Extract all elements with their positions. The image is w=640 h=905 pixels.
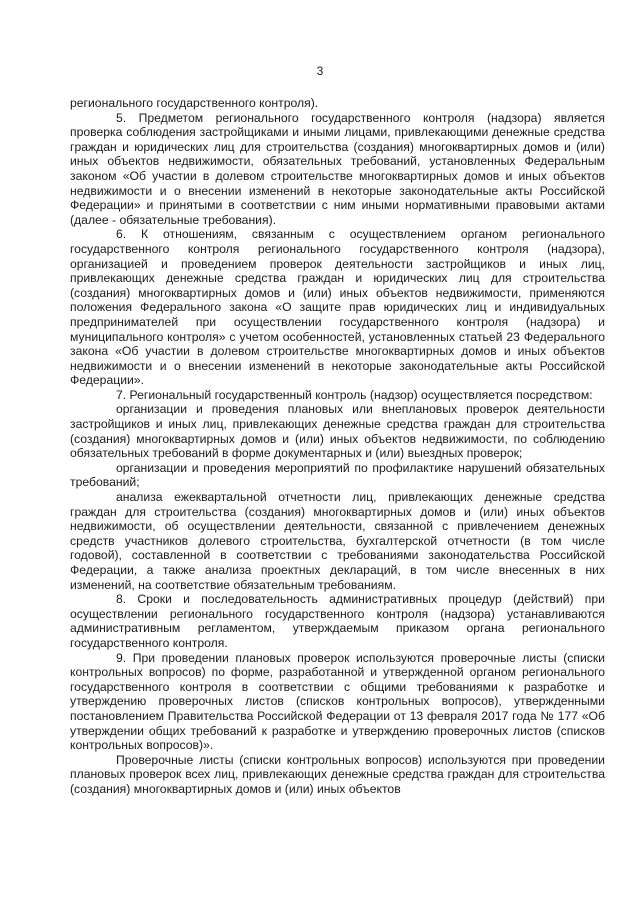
- paragraph-9-checklists: Проверочные листы (списки контрольных вопросов) используются при проведении плановых проверок всех лиц, привлекающих денежные средства граждан для строительства (создания) многоквартирных домов и (или) иных объектов: [70, 752, 605, 796]
- paragraph-7-item-1: организации и проведения плановых или внеплановых проверок деятельности застройщиков и иных лиц, привлекающих денежные средства граждан для строительства (создания) многоквартирных домов и (или) иных объектов недвижимости, по соблюдению обязательных требований в форме документарных и (или) выездных проверок;: [70, 402, 605, 461]
- page-number: 3: [316, 64, 324, 78]
- paragraph-7-item-2: организации и проведения мероприятий по профилактике нарушений обязательных требований;: [70, 460, 605, 490]
- paragraph-7: 7. Региональный государственный контроль (надзор) осуществляется посредством:: [116, 387, 593, 402]
- document-body: [70, 96, 605, 797]
- paragraph-5: 5. Предметом регионального государственного контроля (надзора) является проверка соблюдения застройщиками и иными лицами, привлекающими денежные средства граждан и юридических лиц для строительства (создания) многоквартирных домов и (или) иных объектов недвижимости, обязательных требований, установленных Федеральным законом «Об участии в долевом строительстве многоквартирных домов и иных объектов недвижимости и о внесении изменений в некоторые законодательные акты Российской Федерации» и принятыми в соответствии с ним иными нормативными правовыми актами (далее - обязательные требования).: [70, 110, 605, 227]
- paragraph-continuation: регионального государственного контроля).: [70, 96, 319, 110]
- paragraph-7-item-3: анализа ежеквартальной отчетности лиц, привлекающих денежные средства граждан для строительства (создания) многоквартирных домов и (или) иных объектов недвижимости, об осуществлении деятельности, связанной с привлечением денежных средств участников долевого строительства, бухгалтерской отчетности (в том числе годовой), составленной в соответствии с требованиями законодательства Российской Федерации, а также анализа проектных деклараций, в том числе внесенных в них изменений, на соответствие обязательным требованиям.: [70, 490, 605, 592]
- paragraph-6: 6. К отношениям, связанным с осуществлением органом регионального государственного контроля регионального государственного контроля (надзора), организацией и проведением проверок деятельности застройщиков и иных лиц, привлекающих денежные средства граждан и юридических лиц для строительства (создания) многоквартирных домов и (или) иных объектов недвижимости, применяются положения Федерального закона «О защите прав юридических лиц и индивидуальных предпринимателей при осуществлении государственного контроля (надзора) и муниципального контроля» с учетом особенностей, установленных статьей 23 Федерального закона «Об участии в долевом строительстве многоквартирных домов и иных объектов недвижимости и о внесении изменений в некоторые законодательные акты Российской Федерации».: [70, 227, 605, 388]
- paragraph-8: 8. Сроки и последовательность административных процедур (действий) при осуществлении регионального государственного контроля (надзора) устанавливаются административным регламентом, утверждаемым приказом органа регионального государственного контроля.: [70, 592, 605, 650]
- paragraph-9: 9. При проведении плановых проверок используются проверочные листы (списки контрольных вопросов) по форме, разработанной и утвержденной органом регионального государственного контроля в соответствии с общими требованиями к разработке и утверждению проверочных листов (списков контрольных вопросов), утвержденными постановлением Правительства Российской Федерации от 13 февраля 2017 года № 177 «Об утверждении общих требований к разработке и утверждению проверочных листов (списков контрольных вопросов)».: [70, 650, 605, 753]
